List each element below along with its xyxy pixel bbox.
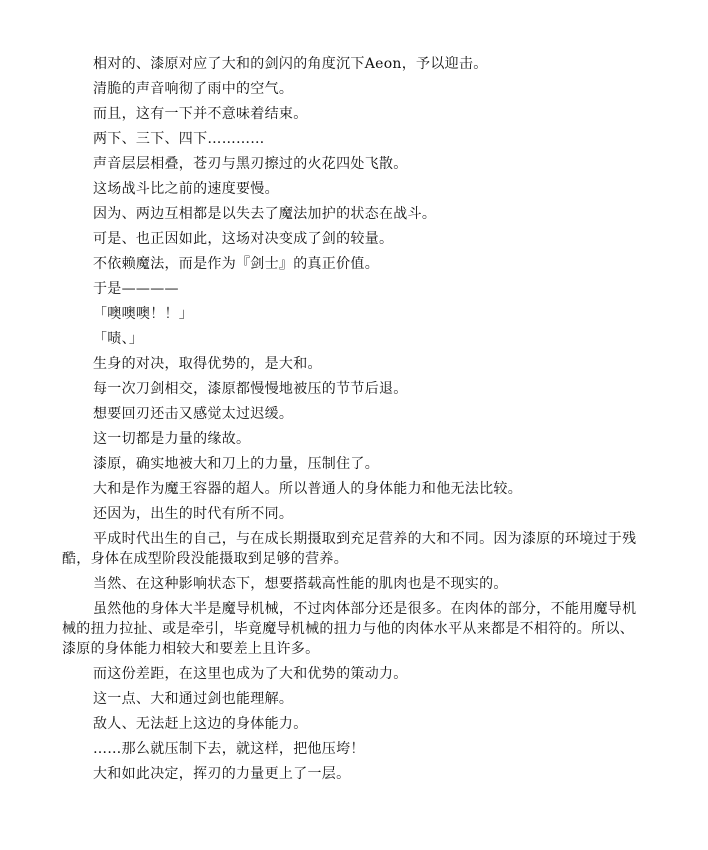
- paragraph: 这一切都是力量的缘故。: [93, 431, 251, 447]
- paragraph: 当然、在这种影响状态下，想要搭载高性能的肌肉也是不现实的。: [93, 576, 508, 592]
- dialogue-line: 「噢噢噢！！」: [93, 306, 194, 322]
- paragraph: 大和是作为魔王容器的超人。所以普通人的身体能力和他无法比较。: [93, 481, 522, 497]
- paragraph: 平成时代出生的自己，与在成长期摄取到充足营养的大和不同。因为漆原的环境过于残酷，身体在成型阶段没能摄取到足够的营养。: [62, 531, 637, 567]
- paragraph: 生身的对决，取得优势的，是大和。: [93, 356, 322, 372]
- paragraph: 因为、两边互相都是以失去了魔法加护的状态在战斗。: [93, 206, 437, 222]
- paragraph: 想要回刃还击又感觉太过迟缓。: [93, 406, 294, 422]
- paragraph: 这场战斗比之前的速度要慢。: [93, 181, 279, 197]
- paragraph: 不依赖魔法，而是作为『剑士』的真正价值。: [93, 256, 379, 272]
- paragraph: 敌人、无法赶上这边的身体能力。: [93, 716, 308, 732]
- paragraph: 于是————: [93, 281, 179, 297]
- paragraph: 相对的、漆原对应了大和的剑闪的角度沉下Aeon，予以迎击。: [93, 56, 488, 72]
- paragraph: 而这份差距，在这里也成为了大和优势的策动力。: [93, 666, 408, 682]
- paragraph: 每一次刀剑相交，漆原都慢慢地被压的节节后退。: [93, 381, 408, 397]
- paragraph: ……那么就压制下去，就这样，把他压垮！: [93, 741, 365, 757]
- paragraph: 还因为，出生的时代有所不同。: [93, 506, 294, 522]
- paragraph: 两下、三下、四下…………: [93, 131, 265, 147]
- paragraph: 虽然他的身体大半是魔导机械，不过肉体部分还是很多。在肉体的部分，不能用魔导机械的扭力拉扯、或是牵引，毕竟魔导机械的扭力与他的肉体水平从来都是不相符的。所以、漆原的身体能力相较大和要差上且许多。: [62, 601, 637, 657]
- paragraph: 可是、也正因如此，这场对决变成了剑的较量。: [93, 231, 394, 247]
- paragraph: 大和如此决定，挥刃的力量更上了一层。: [93, 766, 351, 782]
- dialogue-line: 「啧、」: [93, 331, 144, 347]
- paragraph: 这一点、大和通过剑也能理解。: [93, 691, 294, 707]
- paragraph: 漆原，确实地被大和刀上的力量，压制住了。: [93, 456, 379, 472]
- paragraph: 声音层层相叠，苍刃与黑刃擦过的火花四处飞散。: [93, 156, 408, 172]
- paragraph: 清脆的声音响彻了雨中的空气。: [93, 81, 294, 97]
- paragraph: 而且，这有一下并不意味着结束。: [93, 106, 308, 122]
